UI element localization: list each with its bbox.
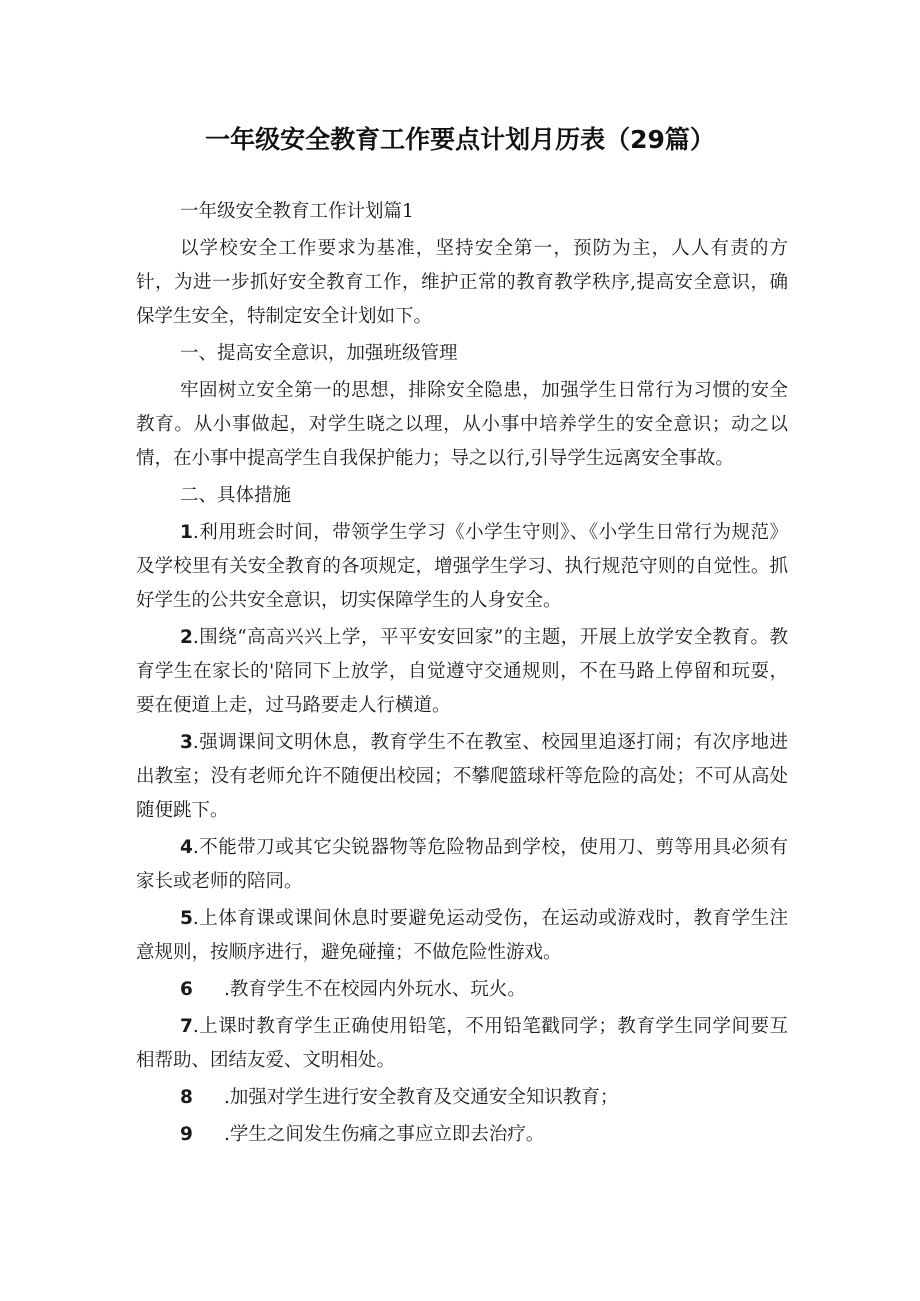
item-text: .学生之间发生伤痛之事应立即去治疗。 (224, 1124, 545, 1145)
measure-item-3 (136, 726, 788, 828)
section-1-heading: 一、提高安全意识，加强班级管理 (180, 343, 458, 364)
item-number: 8 (180, 1087, 193, 1108)
measure-item-4 (136, 831, 788, 899)
item-number: 5 (180, 908, 193, 929)
section-2-heading: 二、具体措施 (180, 485, 292, 506)
item-text: .教育学生不在校园内外玩水、玩火。 (224, 979, 526, 1000)
measure-item-8 (136, 1081, 788, 1115)
item-text: .上课时教育学生正确使用铅笔，不用铅笔戳同学；教育学生同学间要互相帮助、团结友爱、文明相处。 (136, 1016, 788, 1071)
item-text: .上体育课或课间休息时要避免运动受伤，在运动或游戏时，教育学生注意规则，按顺序进行，避免碰撞；不做危险性游戏。 (136, 908, 788, 963)
document-title: 一年级安全教育工作要点计划月历表（29篇） (205, 125, 715, 154)
section-1-paragraph: 牢固树立安全第一的思想，排除安全隐患，加强学生日常行为习惯的安全教育。从小事做起，对学生晓之以理，从小事中培养学生的安全意识；动之以情，在小事中提高学生自我保护能力；导之以行,引导学生远离安全事故。 (136, 380, 788, 469)
item-text: .不能带刀或其它尖锐器物等危险物品到学校，使用刀、剪等用具必须有家长或老师的陪同。 (136, 837, 788, 892)
item-text: .利用班会时间，带领学生学习《小学生守则》、《小学生日常行为规范》及学校里有关安全教育的各项规定，增强学生学习、执行规范守则的自觉性。抓好学生的公共安全意识，切实保障学生的人身安全。 (136, 522, 788, 611)
item-number: 2 (180, 627, 193, 648)
measure-item-1 (136, 516, 788, 618)
measure-item-2 (136, 621, 788, 723)
item-number: 3 (180, 732, 193, 753)
measure-item-7 (136, 1010, 788, 1078)
item-number: 4 (180, 837, 193, 858)
measure-item-9 (136, 1118, 788, 1152)
item-number: 7 (180, 1016, 193, 1037)
intro-paragraph: 以学校安全工作要求为基准，坚持安全第一，预防为主，人人有责的方针，为进一步抓好安全教育工作，维护正常的教育教学秩序,提高安全意识，确保学生安全，特制定安全计划如下。 (136, 238, 788, 327)
item-text: .围绕“高高兴兴上学，平平安安回家”的主题，开展上放学安全教育。教育学生在家长的'陪同下上放学，自觉遵守交通规则，不在马路上停留和玩耍，要在便道上走，过马路要走人行横道。 (136, 627, 788, 716)
item-number: 9 (180, 1124, 193, 1145)
subtitle: 一年级安全教育工作计划篇1 (180, 201, 414, 222)
item-number: 1 (180, 522, 193, 543)
measure-item-5 (136, 902, 788, 970)
item-number: 6 (180, 979, 193, 1000)
measure-item-6 (136, 973, 788, 1007)
item-text: .强调课间文明休息，教育学生不在教室、校园里追逐打闹；有次序地进出教室；没有老师允许不随便出校园；不攀爬篮球杆等危险的高处；不可从高处随便跳下。 (136, 732, 788, 821)
document-body (136, 195, 788, 1155)
item-text: .加强对学生进行安全教育及交通安全知识教育； (224, 1087, 619, 1108)
